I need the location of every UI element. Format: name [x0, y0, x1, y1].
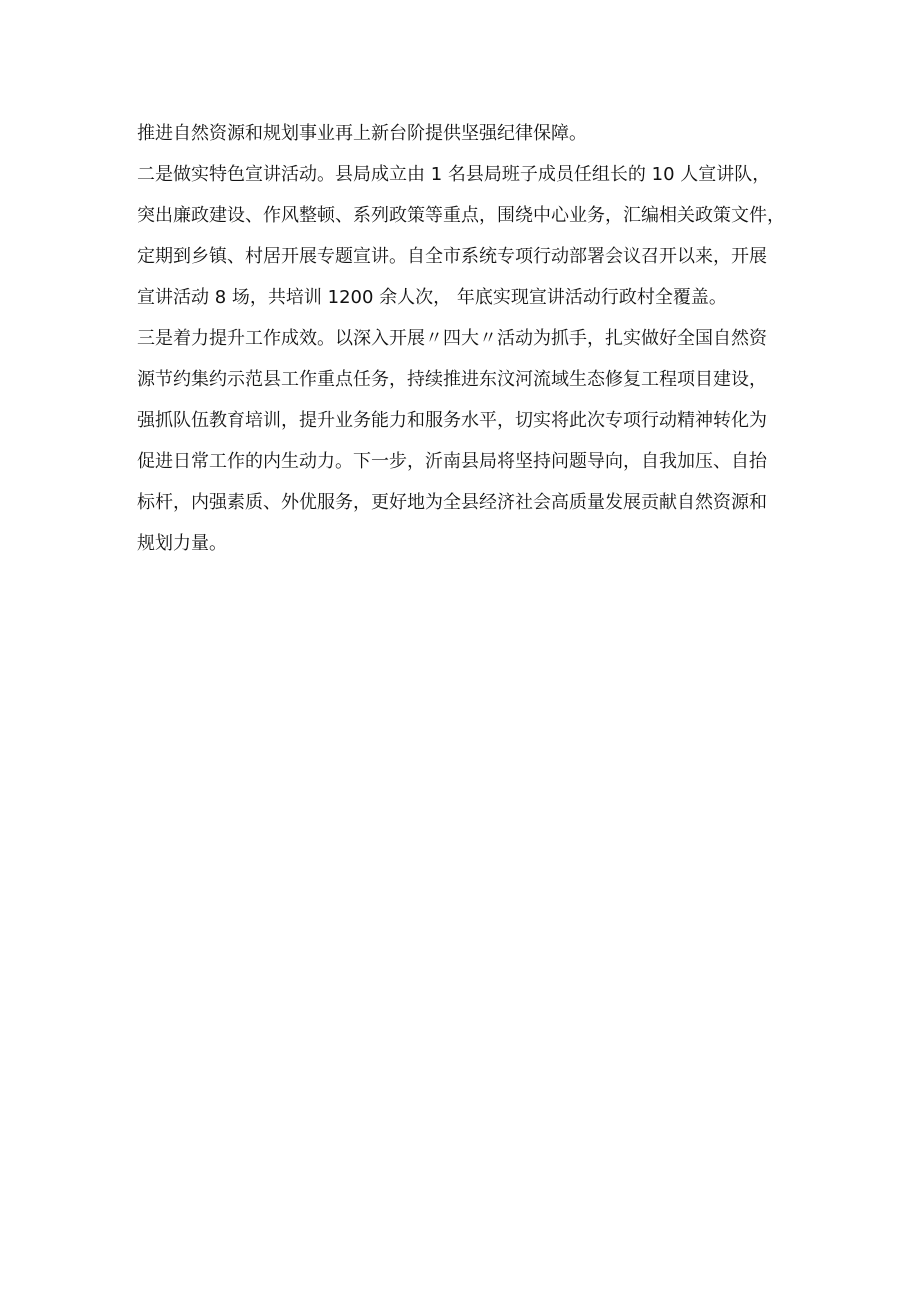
text-line: 三是着力提升工作成效。以深入开展〃四大〃活动为抓手，扎实做好全国自然资: [137, 328, 767, 349]
text-line: 强抓队伍教育培训，提升业务能力和服务水平，切实将此次专项行动精神转化为: [137, 410, 767, 431]
text-line: 规划力量。: [137, 533, 227, 554]
text-line: 源节约集约示范县工作重点任务，持续推进东汶河流域生态修复工程项目建设，: [137, 369, 767, 390]
text-line: 促进日常工作的内生动力。下一步，沂南县局将坚持问题导向，自我加压、自抬: [137, 451, 767, 472]
text-line: 标杆，内强素质、外优服务，更好地为全县经济社会高质量发展贡献自然资源和: [137, 492, 767, 513]
text-line: 推进自然资源和规划事业再上新台阶提供坚强纪律保障。: [137, 123, 587, 144]
text-line: 二是做实特色宣讲活动。县局成立由 1 名县局班子成员任组长的 10 人宣讲队，: [137, 164, 771, 185]
text-line: 突出廉政建设、作风整顿、系列政策等重点，围绕中心业务，汇编相关政策文件，: [137, 205, 785, 226]
text-line: 宣讲活动 8 场，共培训 1200 余人次， 年底实现宣讲活动行政村全覆盖。: [137, 287, 727, 308]
body-text: [137, 113, 807, 564]
text-line: 定期到乡镇、村居开展专题宣讲。自全市系统专项行动部署会议召开以来，开展: [137, 246, 767, 267]
